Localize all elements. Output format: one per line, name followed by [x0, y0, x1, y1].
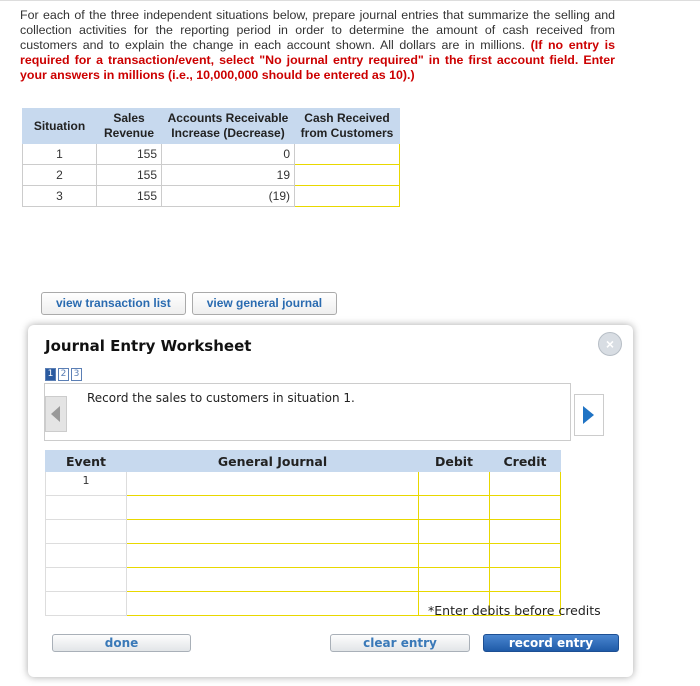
table-row: [23, 186, 400, 207]
credit-input[interactable]: [490, 496, 561, 520]
journal-row: [46, 496, 561, 520]
view-general-journal-button[interactable]: view general journal: [192, 292, 337, 315]
situation-cell: 2: [23, 165, 97, 186]
worksheet-title: Journal Entry Worksheet: [45, 337, 252, 355]
account-input[interactable]: [127, 472, 419, 496]
event-cell: [46, 544, 127, 568]
journal-entry-worksheet: [28, 325, 633, 677]
cash-received-input[interactable]: [295, 186, 400, 207]
account-input[interactable]: [127, 544, 419, 568]
step-1[interactable]: 1: [45, 368, 56, 381]
table-row: [23, 165, 400, 186]
view-buttons: [41, 292, 337, 315]
journal-row: [46, 472, 561, 496]
cash-received-input[interactable]: [295, 144, 400, 165]
account-input[interactable]: [127, 568, 419, 592]
step-indicator: [45, 368, 82, 381]
credit-input[interactable]: [490, 544, 561, 568]
view-transaction-list-button[interactable]: view transaction list: [41, 292, 186, 315]
situations-table: [22, 108, 400, 207]
header-cash-received: Cash Received from Customers: [295, 109, 400, 144]
step-description-box: [44, 383, 571, 441]
instructions-emphasis: (If no entry is required for a transaction/event, select "No journal entry required" in the first account field. Enter your answers in millions (i.e., 10,000,000 should be entered as 10).): [20, 38, 615, 82]
debit-input[interactable]: [419, 472, 490, 496]
header-sales-revenue: Sales Revenue: [97, 109, 162, 144]
step-2[interactable]: 2: [58, 368, 69, 381]
credit-input[interactable]: [490, 568, 561, 592]
debit-input[interactable]: [419, 520, 490, 544]
journal-row: [46, 568, 561, 592]
situation-cell: 1: [23, 144, 97, 165]
header-event: Event: [46, 451, 127, 472]
header-debit: Debit: [419, 451, 490, 472]
accounts-receivable-cell: 19: [162, 165, 295, 186]
accounts-receivable-cell: (19): [162, 186, 295, 207]
close-icon[interactable]: ×: [598, 332, 622, 356]
debit-input[interactable]: [419, 568, 490, 592]
account-input[interactable]: [127, 592, 419, 616]
credit-input[interactable]: [490, 472, 561, 496]
sales-revenue-cell: 155: [97, 186, 162, 207]
step-description: Record the sales to customers in situation 1.: [87, 391, 355, 405]
event-cell: [46, 520, 127, 544]
cash-received-input[interactable]: [295, 165, 400, 186]
table-row: [23, 144, 400, 165]
debit-input[interactable]: [419, 496, 490, 520]
chevron-left-icon[interactable]: [45, 396, 67, 432]
header-general-journal: General Journal: [127, 451, 419, 472]
account-input[interactable]: [127, 520, 419, 544]
account-input[interactable]: [127, 496, 419, 520]
accounts-receivable-cell: 0: [162, 144, 295, 165]
instructions-text: For each of the three independent situations below, prepare journal entries that summarize the selling and collection activities for the reporting period in order to determine the amount of cash received from customers and to explain the change in each account shown. All dollars are in millions.: [20, 8, 615, 52]
clear-entry-button[interactable]: clear entry: [330, 634, 470, 652]
instructions: [20, 8, 615, 83]
step-3[interactable]: 3: [71, 368, 82, 381]
chevron-right-icon[interactable]: [574, 394, 604, 436]
top-divider: [0, 0, 700, 1]
event-cell: [46, 568, 127, 592]
journal-row: [46, 544, 561, 568]
situation-cell: 3: [23, 186, 97, 207]
debit-input[interactable]: [419, 544, 490, 568]
credit-input[interactable]: [490, 520, 561, 544]
event-cell: [46, 496, 127, 520]
event-cell: 1: [46, 472, 127, 496]
done-button[interactable]: done: [52, 634, 191, 652]
header-accounts-receivable: Accounts Receivable Increase (Decrease): [162, 109, 295, 144]
event-cell: [46, 592, 127, 616]
debits-note: *Enter debits before credits: [428, 603, 601, 618]
journal-table: [45, 450, 561, 616]
header-credit: Credit: [490, 451, 561, 472]
sales-revenue-cell: 155: [97, 165, 162, 186]
record-entry-button[interactable]: record entry: [483, 634, 619, 652]
journal-row: [46, 520, 561, 544]
sales-revenue-cell: 155: [97, 144, 162, 165]
header-situation: Situation: [23, 109, 97, 144]
